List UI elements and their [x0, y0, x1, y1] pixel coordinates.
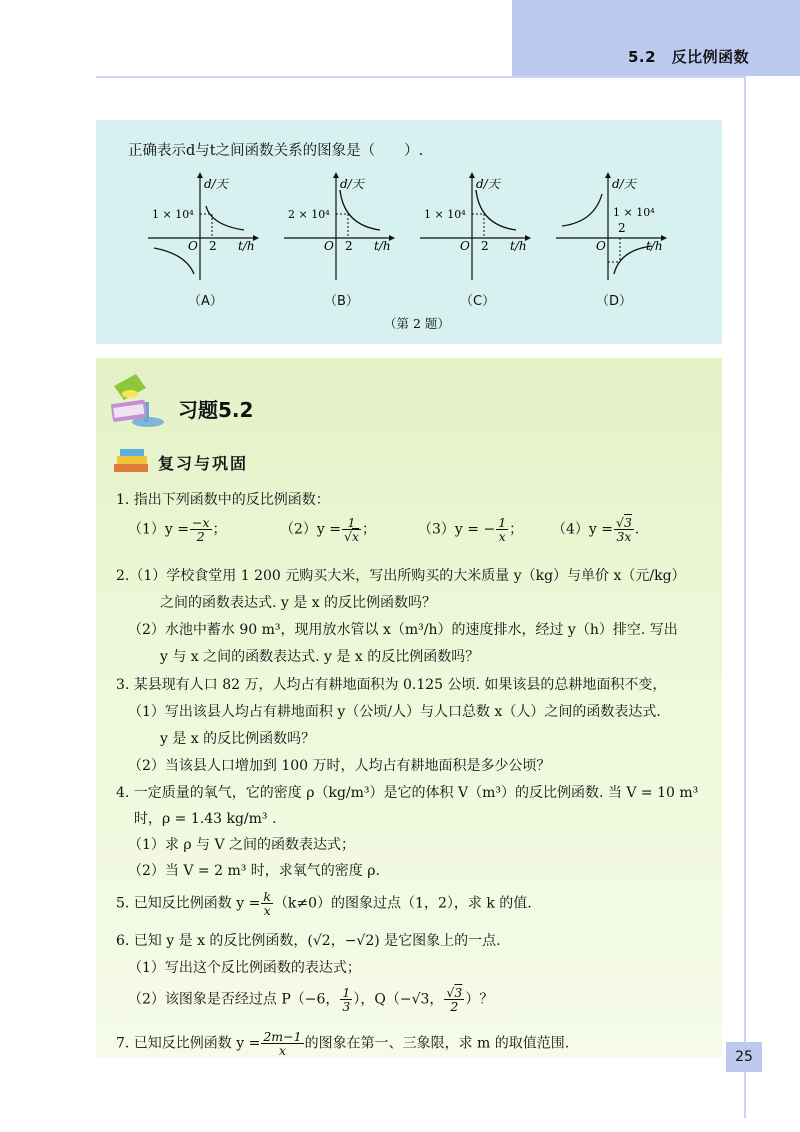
x-axis-label: t/h	[374, 239, 391, 253]
problem-2-2-line-2: y 与 x 之间的函数表达式. y 是 x 的反比例函数吗？	[160, 649, 480, 665]
origin-label: O	[460, 239, 470, 253]
problem-2-1-line-2: 之间的函数表达式. y 是 x 的反比例函数吗？	[160, 595, 437, 611]
problem-6-2: （2）该图象是否经过点 P（−6， $\frac{1}{3}$ ），Q（−√3， $\frac{√3}{2}$ ）？	[128, 985, 494, 1015]
page-number: 25	[726, 1042, 762, 1072]
problem-4-line-1: 4. 一定质量的氧气，它的密度 ρ（kg/m³）是它的体积 V（m³）的反比例函数. 当 V = 10 m³	[116, 785, 699, 801]
problem-6: 6. 已知 y 是 x 的反比例函数，(√2，−√2) 是它图象上的一点.	[116, 933, 501, 949]
header-divider	[96, 76, 746, 78]
origin-label: O	[596, 239, 606, 253]
problem-6-1: （1）写出这个反比例函数的表达式；	[128, 960, 361, 976]
problem-5: 5. 已知反比例函数 y = $\frac{k}{x}$ （k≠0）的图象过点（1，2），求 k 的值.	[116, 889, 532, 919]
problem-1-item-1: （1）y = $\frac{-x}{2}$ ；	[128, 515, 227, 545]
graph-c	[420, 170, 550, 280]
problem-3-1-line-2: y 是 x 的反比例函数吗？	[160, 731, 316, 747]
graph-b-label: （B）	[324, 294, 359, 309]
figure-caption: （第 2 题）	[384, 316, 450, 331]
y-tick-label: 2 × 10⁴	[288, 208, 330, 221]
graph-c-label: （C）	[460, 294, 496, 309]
problem-4-2: （2）当 V = 2 m³ 时，求氧气的密度 ρ.	[128, 863, 380, 879]
problem-1-item-4: （4）y = $\frac{√3}{3x}$ .	[552, 515, 640, 545]
problem-7: 7. 已知反比例函数 y = $\frac{2m-1}{x}$ 的图象在第一、三象限，求 m 的取值范围.	[116, 1029, 570, 1059]
y-tick-label: 1 × 10⁴	[424, 208, 466, 221]
y-axis-label: d/天	[340, 177, 364, 191]
y-axis-label: d/天	[476, 177, 500, 191]
x-axis-label: t/h	[238, 239, 255, 253]
x-tick-label: 2	[481, 239, 489, 253]
problem-3: 3. 某县现有人口 82 万，人均占有耕地面积为 0.125 公顷. 如果该县的总耕地面积不变，	[116, 677, 667, 693]
y-tick-label: 1 × 10⁴	[613, 206, 655, 219]
y-tick-label: 1 × 10⁴	[152, 208, 194, 221]
problem-4-line-2: 时，ρ = 1.43 kg/m³ .	[134, 811, 277, 827]
origin-label: O	[188, 239, 198, 253]
graph-b	[284, 170, 414, 280]
section-title: 5.2 反比例函数	[628, 48, 750, 66]
problem-1: 1. 指出下列函数中的反比例函数：	[116, 492, 330, 508]
origin-label: O	[324, 239, 334, 253]
graph-a-label: （A）	[188, 294, 223, 309]
question-2-text: 正确表示d与t之间函数关系的图象是（ ）.	[128, 143, 424, 159]
y-axis-label: d/天	[204, 177, 228, 191]
books-icon	[112, 446, 152, 474]
desk-lamp-icon	[108, 372, 172, 430]
x-axis-label: t/h	[646, 239, 663, 253]
problem-3-1-line-1: （1）写出该县人均占有耕地面积 y（公顷/人）与人口总数 x（人）之间的函数表达式.	[128, 704, 661, 720]
x-tick-label: 2	[209, 239, 217, 253]
problem-2-2-line-1: （2）水池中蓄水 90 m³，现用放水管以 x（m³/h）的速度排水，经过 y（h）排空. 写出	[128, 622, 678, 638]
graph-d-label: （D）	[596, 294, 633, 309]
problem-1-item-3: （3）y = − $\frac{1}{x}$ ；	[418, 515, 524, 545]
problem-1-item-2: （2）y = $\frac{1}{√x}$ ；	[280, 515, 377, 545]
graph-d	[556, 170, 686, 280]
problem-2-1-line-1: 2.（1）学校食堂用 1 200 元购买大米，写出所购买的大米质量 y（kg）与单价 x（元/kg）	[116, 568, 686, 584]
graph-a	[148, 170, 278, 280]
x-axis-label: t/h	[510, 239, 527, 253]
problem-4-1: （1）求 ρ 与 V 之间的函数表达式；	[128, 837, 356, 853]
x-tick-label: 2	[618, 221, 626, 235]
review-section-title: 复习与巩固	[158, 454, 249, 473]
margin-line	[744, 78, 746, 1118]
x-tick-label: 2	[345, 239, 353, 253]
y-axis-label: d/天	[612, 177, 636, 191]
exercise-title: 习题5.2	[178, 398, 254, 422]
problem-3-2: （2）当该县人口增加到 100 万时，人均占有耕地面积是多少公顷？	[128, 758, 551, 774]
